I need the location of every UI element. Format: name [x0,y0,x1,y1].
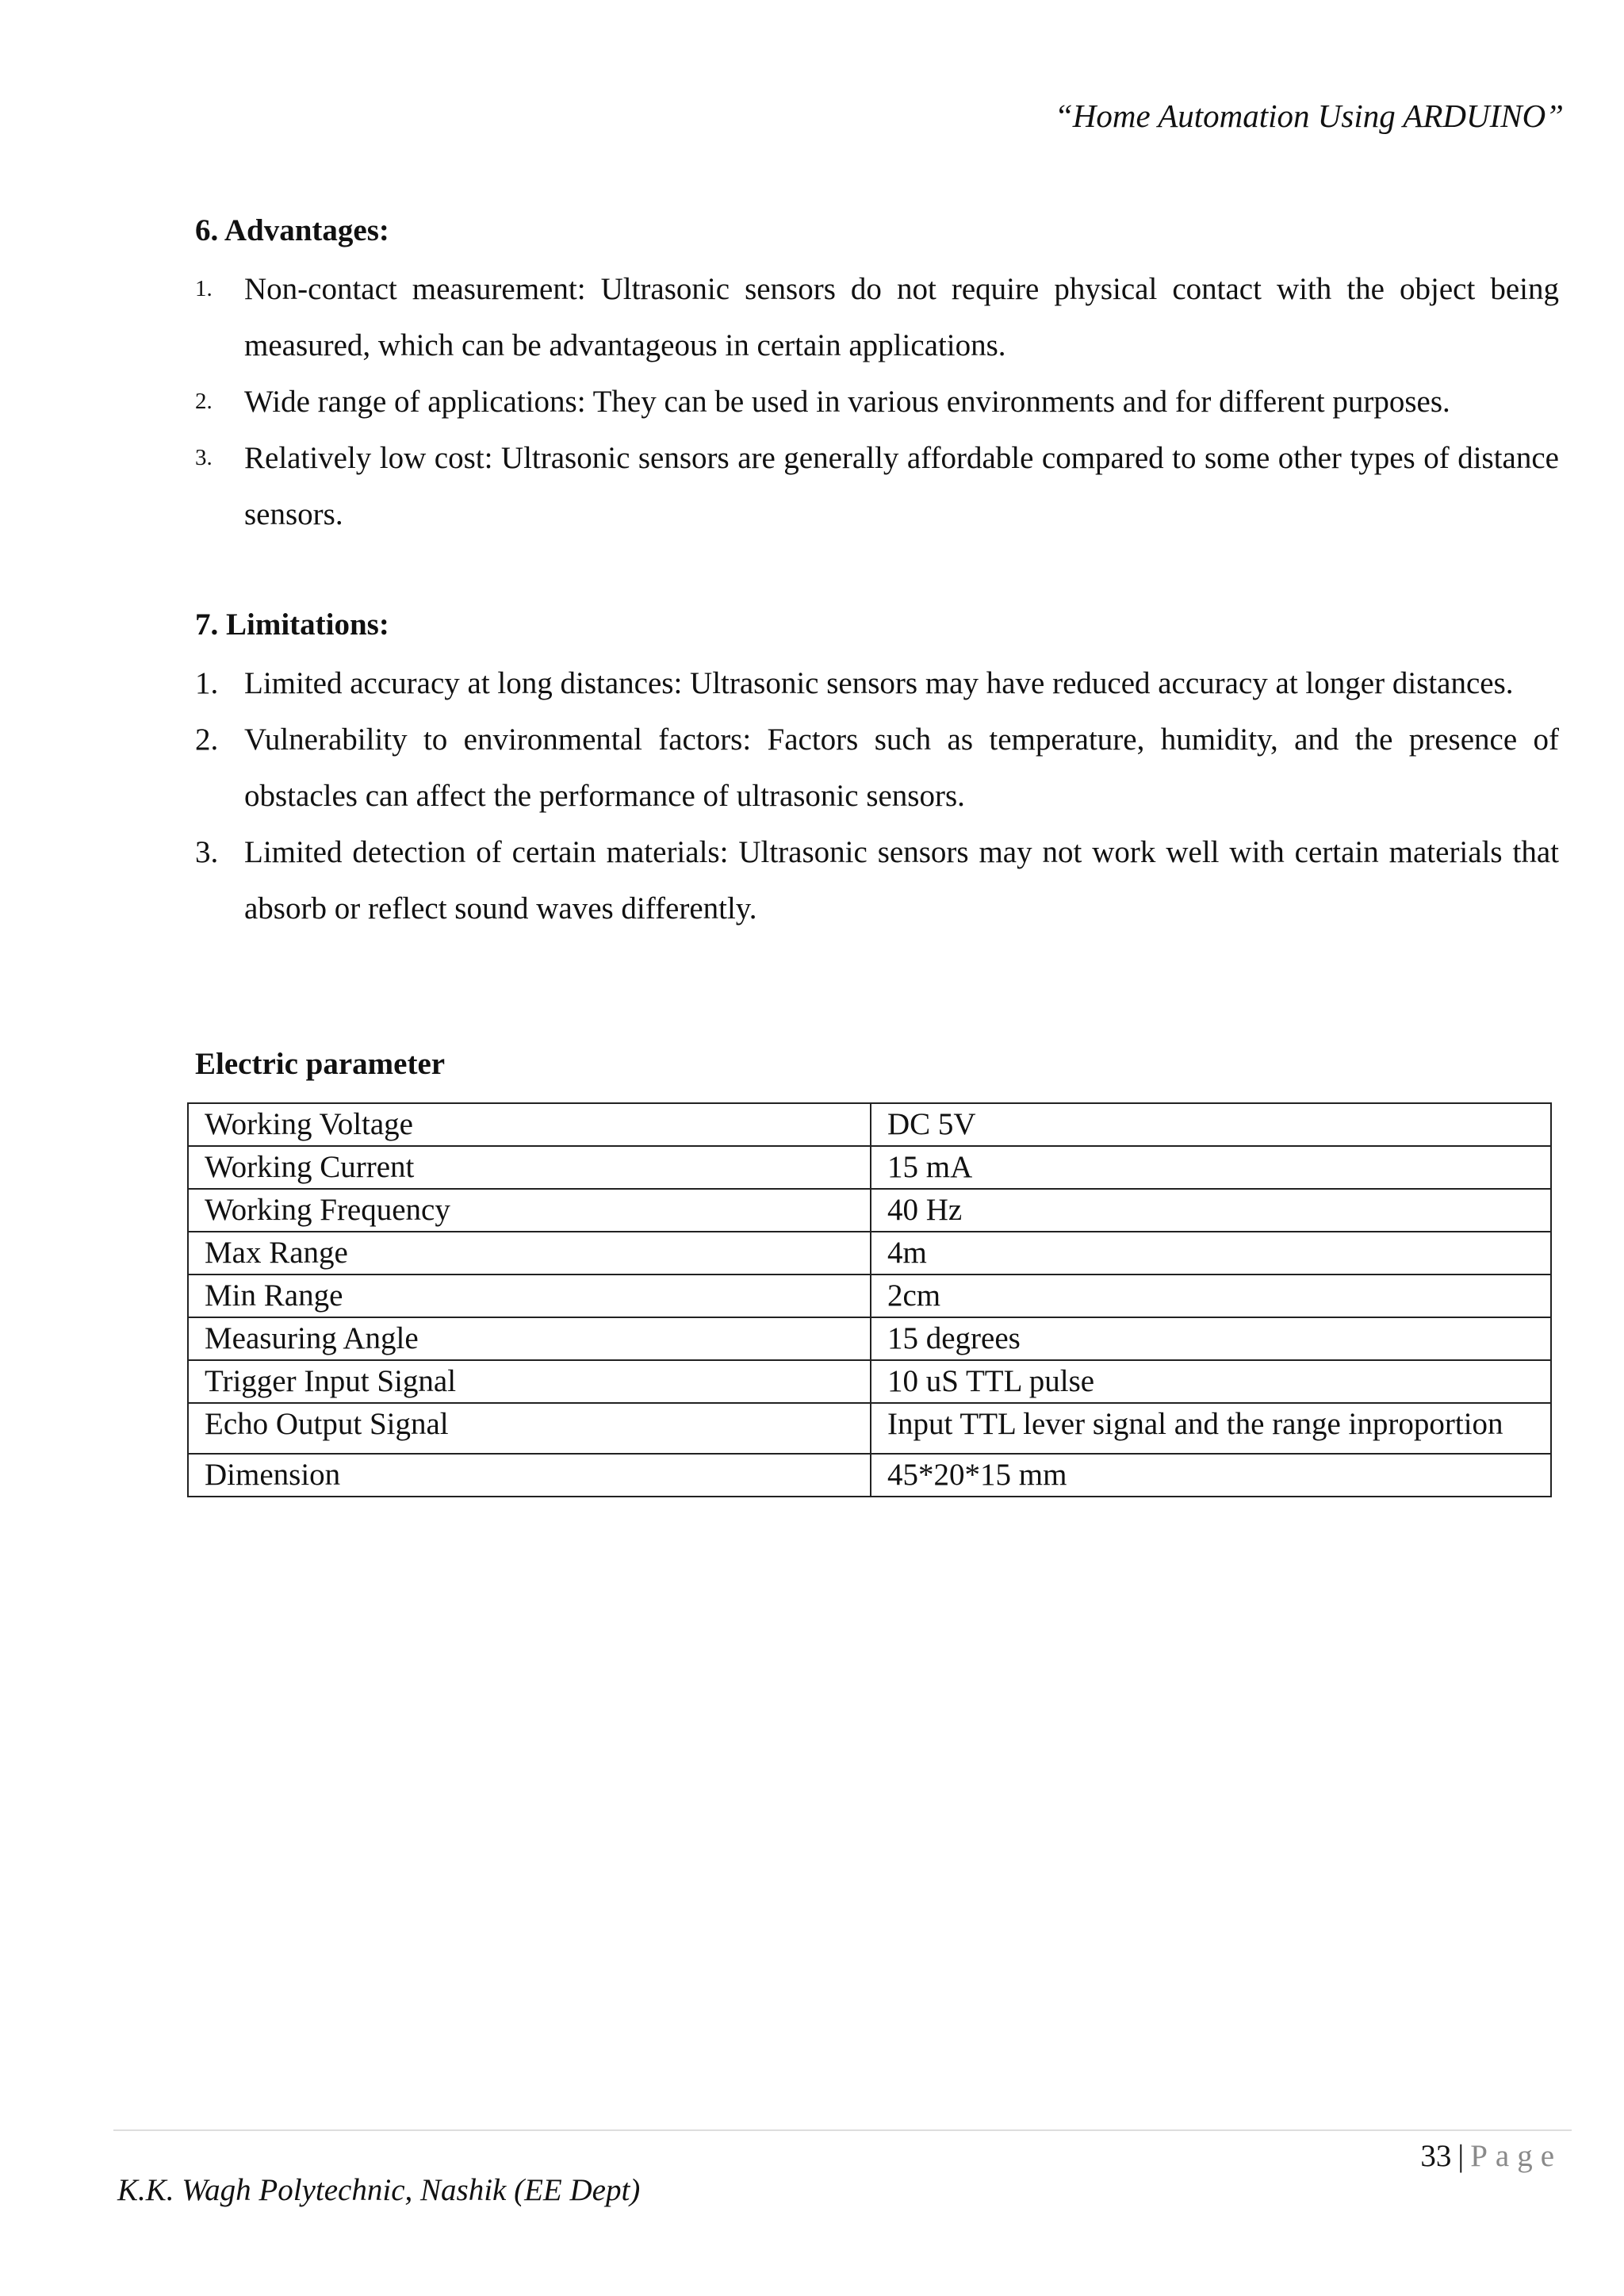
parameter-name-cell: Working Current [188,1146,871,1189]
page-label: Page [1470,2139,1562,2173]
list-item [195,655,1559,711]
list-item-number: 3. [195,445,213,470]
running-header-title: “Home Automation Using ARDUINO” [1055,98,1564,134]
parameter-value-cell: 40 Hz [871,1189,1551,1232]
list-item-text: Wide range of applications: They can be used in various environments and for different purposes. [244,385,1450,419]
parameter-value-cell: 15 mA [871,1146,1551,1189]
parameter-name-cell: Max Range [188,1232,871,1274]
list-item [195,430,1559,542]
table-row [188,1403,1551,1454]
footer-institution: K.K. Wagh Polytechnic, Nashik (EE Dept) [117,2173,641,2207]
parameter-name-cell: Working Voltage [188,1103,871,1146]
list-item-number: 1. [195,666,219,700]
list-item-number: 2. [195,389,213,414]
table-row [188,1454,1551,1497]
electric-parameter-section [195,1044,1559,1085]
advantages-heading: 6. Advantages: [195,213,389,247]
list-item-number: 3. [195,835,219,869]
parameter-name-cell: Dimension [188,1454,871,1497]
table-row [188,1360,1551,1403]
table-row [188,1189,1551,1232]
electric-parameter-table [187,1102,1552,1497]
parameter-name-cell: Echo Output Signal [188,1403,871,1454]
limitations-heading: 7. Limitations: [195,608,389,642]
page-number-separator: | [1457,2139,1465,2173]
list-item [195,711,1559,824]
table-row [188,1146,1551,1189]
limitations-section [195,604,1559,937]
list-item-number: 1. [195,276,213,301]
table-row [188,1103,1551,1146]
parameter-name-cell: Measuring Angle [188,1317,871,1360]
parameter-value-cell: 45*20*15 mm [871,1454,1551,1497]
footer-divider [113,2129,1572,2131]
list-item [195,374,1559,430]
parameter-value-cell: 4m [871,1232,1551,1274]
table-row [188,1232,1551,1274]
parameter-value-cell: 2cm [871,1274,1551,1317]
list-item [195,824,1559,937]
electric-parameter-heading: Electric parameter [195,1047,446,1081]
parameter-value-cell: 10 uS TTL pulse [871,1360,1551,1403]
list-item-text: Non-contact measurement: Ultrasonic sensors do not require physical contact with the object being measured, which can be advantageous in certain applications. [244,272,1559,362]
table-row [188,1274,1551,1317]
parameter-value-cell: DC 5V [871,1103,1551,1146]
parameter-value-cell: Input TTL lever signal and the range inproportion [871,1403,1551,1454]
page-number-value: 33 [1420,2139,1452,2173]
list-item-text: Limited accuracy at long distances: Ultrasonic sensors may have reduced accuracy at longer distances. [244,666,1514,700]
parameter-name-cell: Working Frequency [188,1189,871,1232]
list-item-text: Relatively low cost: Ultrasonic sensors are generally affordable compared to some other types of distance sensors. [244,441,1559,531]
table-row [188,1317,1551,1360]
list-item-text: Limited detection of certain materials: Ultrasonic sensors may not work well with certain materials that absorb or reflect sound waves differently. [244,835,1559,926]
advantages-section [195,210,1559,542]
list-item-text: Vulnerability to environmental factors: Factors such as temperature, humidity, and the presence of obstacles can affect the performance of ultrasonic sensors. [244,723,1559,813]
parameter-name-cell: Min Range [188,1274,871,1317]
page-number [1420,2136,1562,2177]
parameter-name-cell: Trigger Input Signal [188,1360,871,1403]
list-item-number: 2. [195,723,219,757]
parameter-value-cell: 15 degrees [871,1317,1551,1360]
list-item [195,261,1559,374]
